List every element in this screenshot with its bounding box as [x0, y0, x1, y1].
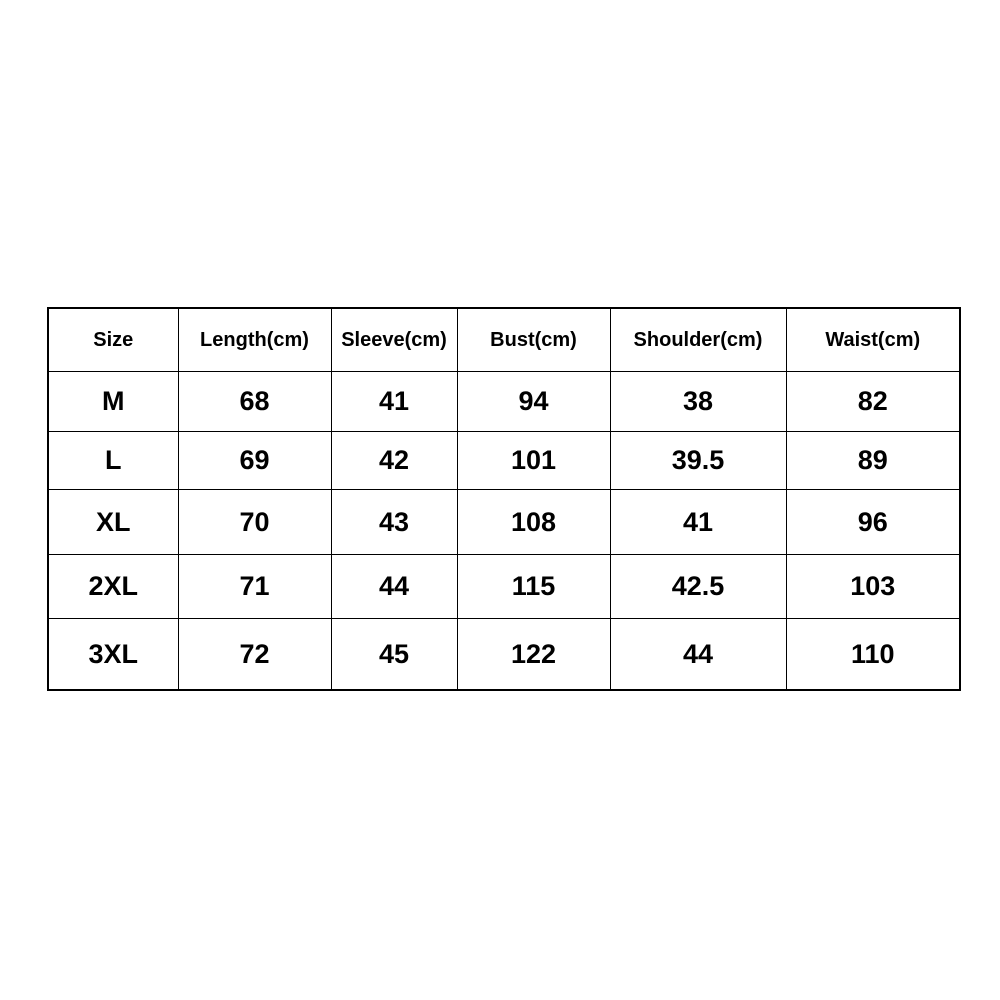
cell-shoulder: 38: [610, 372, 786, 432]
cell-size: L: [48, 432, 178, 490]
cell-length: 68: [178, 372, 331, 432]
cell-size: 3XL: [48, 619, 178, 691]
cell-shoulder: 44: [610, 619, 786, 691]
cell-shoulder: 42.5: [610, 555, 786, 619]
cell-shoulder: 41: [610, 490, 786, 555]
cell-bust: 101: [457, 432, 610, 490]
table-row: [48, 490, 960, 555]
cell-length: 69: [178, 432, 331, 490]
cell-length: 72: [178, 619, 331, 691]
size-chart-table: [47, 307, 961, 691]
header-size: Size: [48, 308, 178, 372]
cell-bust: 122: [457, 619, 610, 691]
header-bust: Bust(cm): [457, 308, 610, 372]
cell-waist: 96: [786, 490, 960, 555]
cell-length: 70: [178, 490, 331, 555]
cell-waist: 82: [786, 372, 960, 432]
table-row: [48, 372, 960, 432]
cell-sleeve: 45: [331, 619, 457, 691]
cell-bust: 115: [457, 555, 610, 619]
cell-waist: 89: [786, 432, 960, 490]
cell-waist: 110: [786, 619, 960, 691]
cell-bust: 94: [457, 372, 610, 432]
header-sleeve: Sleeve(cm): [331, 308, 457, 372]
header-length: Length(cm): [178, 308, 331, 372]
cell-size: M: [48, 372, 178, 432]
cell-sleeve: 43: [331, 490, 457, 555]
header-row: [48, 308, 960, 372]
cell-shoulder: 39.5: [610, 432, 786, 490]
cell-length: 71: [178, 555, 331, 619]
cell-bust: 108: [457, 490, 610, 555]
header-shoulder: Shoulder(cm): [610, 308, 786, 372]
cell-sleeve: 41: [331, 372, 457, 432]
cell-size: XL: [48, 490, 178, 555]
cell-sleeve: 42: [331, 432, 457, 490]
table-row: [48, 555, 960, 619]
cell-sleeve: 44: [331, 555, 457, 619]
cell-waist: 103: [786, 555, 960, 619]
header-waist: Waist(cm): [786, 308, 960, 372]
table-row: [48, 619, 960, 691]
table-row: [48, 432, 960, 490]
cell-size: 2XL: [48, 555, 178, 619]
